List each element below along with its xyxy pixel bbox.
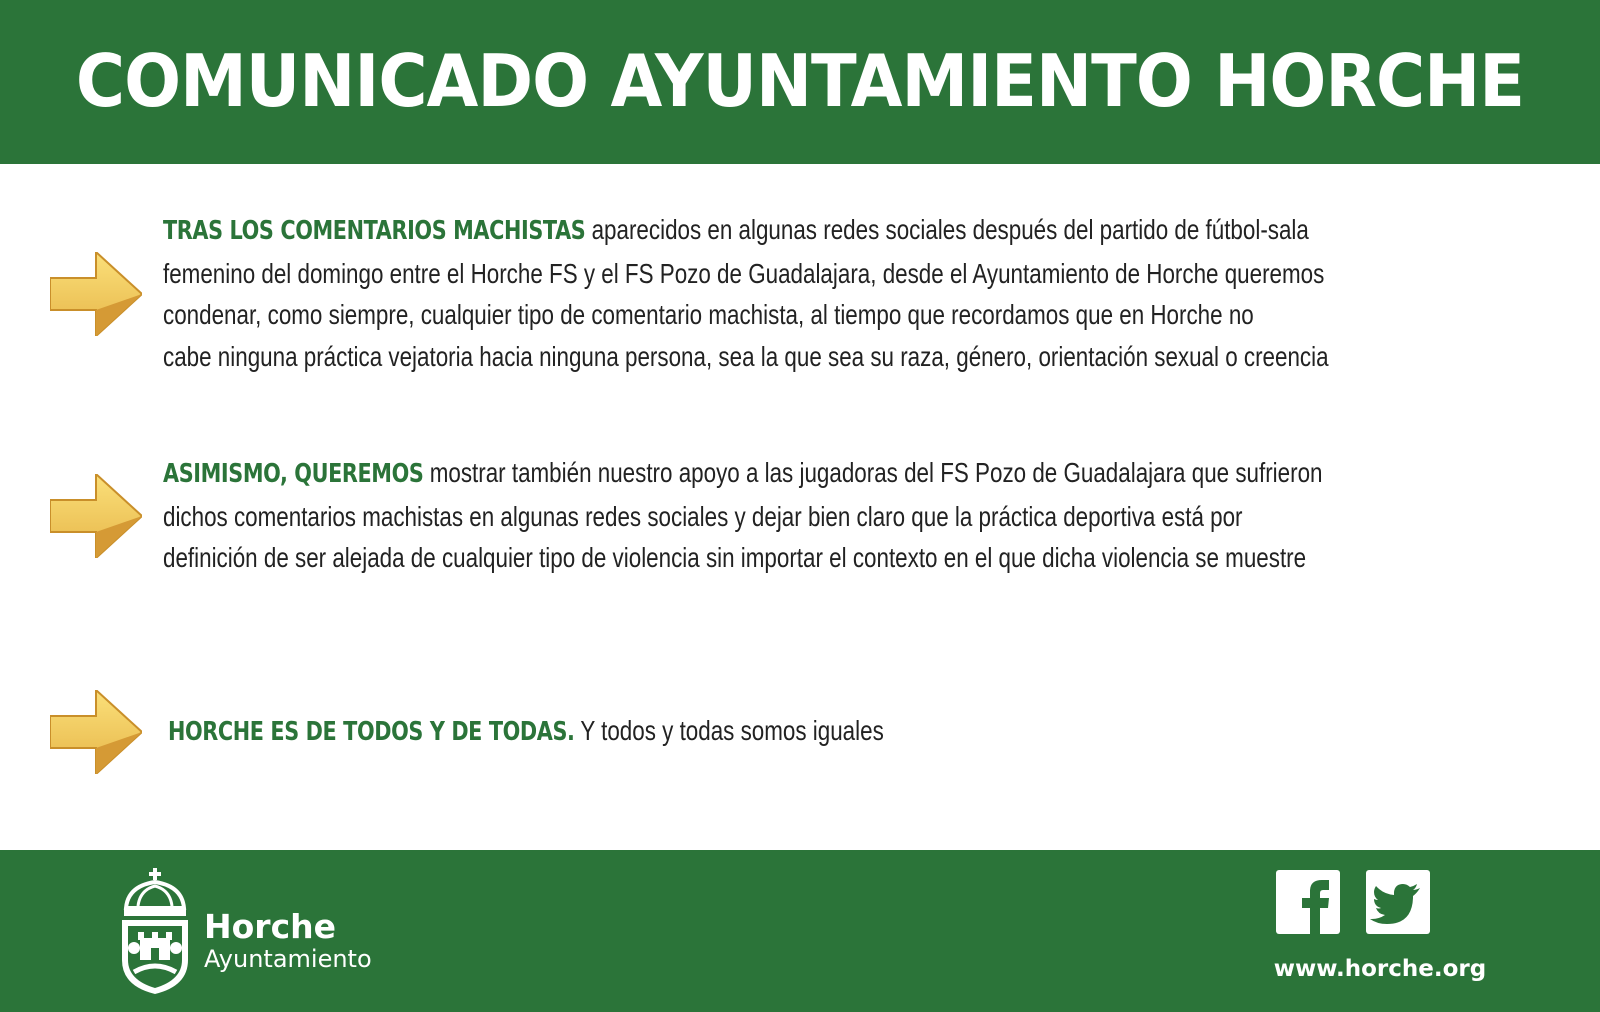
logo-subtitle: Ayuntamiento bbox=[204, 945, 372, 973]
body-line: dichos comentarios machistas en algunas redes sociales y dejar bien claro que la práctica deportiva está por bbox=[163, 500, 1243, 532]
twitter-icon[interactable] bbox=[1366, 870, 1430, 934]
page-title: COMUNICADO AYUNTAMIENTO HORCHE bbox=[75, 39, 1525, 123]
footer-banner bbox=[0, 850, 1600, 1012]
paragraph-asimismo bbox=[163, 452, 1322, 579]
header-banner bbox=[0, 0, 1600, 164]
body-line: cabe ninguna práctica vejatoria hacia ninguna persona, sea la que sea su raza, género, orientación sexual o creencia bbox=[163, 340, 1329, 372]
paragraph-comentarios bbox=[163, 209, 1329, 377]
body-line: femenino del domingo entre el Horche FS y el FS Pozo de Guadalajara, desde el Ayuntamiento de Horche queremos bbox=[163, 257, 1325, 289]
paragraph-horche-todos bbox=[168, 710, 884, 754]
body-line: mostrar también nuestro apoyo a las jugadoras del FS Pozo de Guadalajara que sufrieron bbox=[423, 457, 1323, 488]
lead-text: TRAS LOS COMENTARIOS MACHISTAS bbox=[163, 216, 586, 246]
facebook-icon[interactable] bbox=[1276, 870, 1340, 934]
crest-icon bbox=[118, 868, 192, 996]
arrow-right-icon bbox=[50, 252, 142, 336]
body-line: condenar, como siempre, cualquier tipo de comentario machista, al tiempo que recordamos que en Horche no bbox=[163, 299, 1254, 330]
logo-name: Horche bbox=[204, 907, 336, 946]
lead-text: ASIMISMO, QUEREMOS bbox=[163, 459, 424, 489]
arrow-right-icon bbox=[50, 474, 142, 558]
arrow-right-icon bbox=[50, 690, 142, 774]
body-line: Y todos y todas somos iguales bbox=[574, 715, 884, 746]
body-line: definición de ser alejada de cualquier tipo de violencia sin importar el contexto en el que dicha violencia se muestre bbox=[163, 542, 1307, 573]
website-link[interactable]: www.horche.org bbox=[1273, 956, 1487, 982]
body-line: aparecidos en algunas redes sociales después del partido de fútbol-sala bbox=[585, 214, 1309, 245]
lead-text: HORCHE ES DE TODOS Y DE TODAS. bbox=[168, 717, 575, 747]
